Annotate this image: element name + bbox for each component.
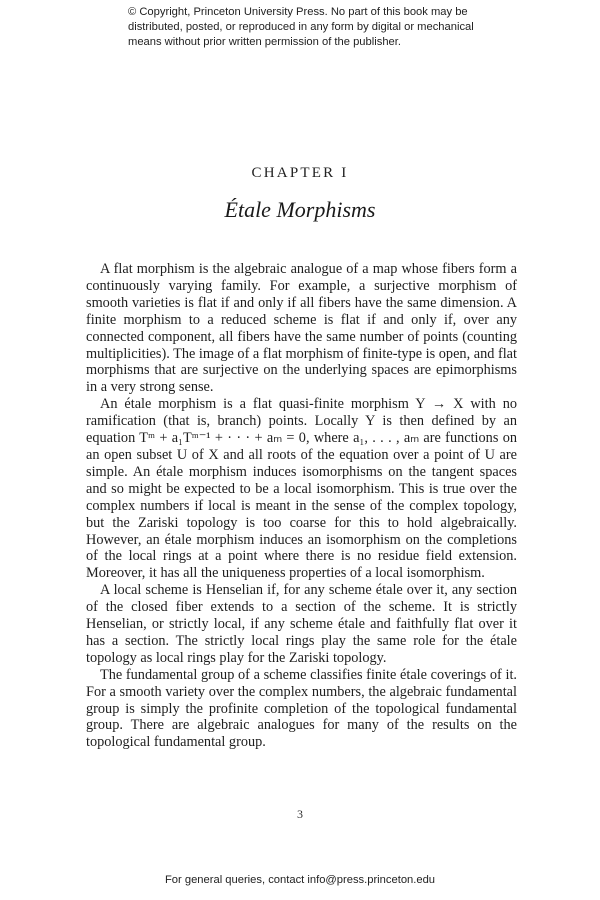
chapter-label: CHAPTER I bbox=[251, 165, 349, 181]
footer-contact: For general queries, contact info@press.princeton.edu bbox=[164, 874, 436, 886]
chapter-title: Étale Morphisms bbox=[224, 197, 376, 222]
paragraph-fundamental-group: The fundamental group of a scheme classifies finite étale coverings of it. For a smooth variety over the complex numbers, the algebraic fundamental group is simply the profinite completion of the topological fundamental group. There are algebraic analogues for many of the results on the topological fundamental group. bbox=[86, 666, 517, 751]
paragraph-flat-morphism: A flat morphism is the algebraic analogue of a map whose fibers form a continuously varying family. For example, a surjective morphism of smooth varieties is flat if and only if all fibers have the same dimension. A finite morphism to a reduced scheme is flat if and only if, over any connected component, all fibers have the same number of points (counting multiplicities). The image of a flat morphism of finite-type is open, and flat morphisms that are surjective on the underlying spaces are epimorphisms in a very strong sense. bbox=[86, 261, 517, 396]
copyright-line-2: distributed, posted, or reproduced in any form by digital or mechanical bbox=[128, 21, 474, 33]
copyright-line-3: means without prior written permission of the publisher. bbox=[128, 36, 401, 48]
paragraph-henselian: A local scheme is Henselian if, for any scheme étale over it, any section of the closed fiber extends to a section of the scheme. It is strictly Henselian, or strictly local, if any scheme étale and faithfully flat over it has a section. The strictly local rings play the same role for the étale topology as local rings play for the Zariski topology. bbox=[86, 582, 517, 666]
page-number: 3 bbox=[297, 807, 303, 821]
body-text bbox=[86, 261, 517, 751]
copyright-notice bbox=[128, 5, 488, 50]
paragraph-etale-morphism: An étale morphism is a flat quasi-finite morphism Y → X with no ramification (that is, branch) points. Locally Y is then defined by an equation Tᵐ + a₁Tᵐ⁻¹ + · · · + aₘ = 0, where a₁, . . . , aₘ are functions on an open subset U of X and all roots of the equation over a point of U are simple. An étale morphism induces isomorphisms on the tangent spaces and so might be expected to be a local isomorphism. This is true over the complex numbers if local is meant in the sense of the complex topology, but the Zariski topology is too coarse for this to hold algebraically. However, an étale morphism induces an isomorphism on the completions of the local rings at a point where there is no residue field extension. Moreover, it has all the uniqueness properties of a local isomorphism. bbox=[86, 396, 517, 582]
copyright-line-1: © Copyright, Princeton University Press. No part of this book may be bbox=[128, 6, 468, 18]
